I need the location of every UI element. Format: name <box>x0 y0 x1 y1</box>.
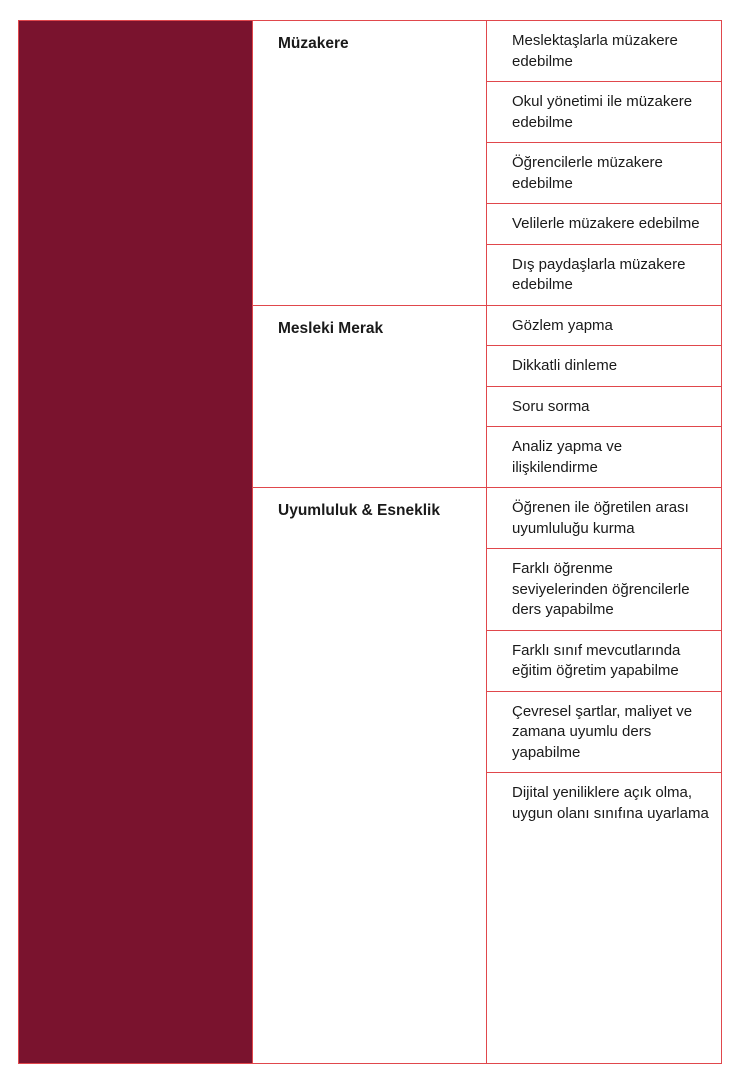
skill-item: Analiz yapma ve ilişkilendirme <box>512 438 623 476</box>
skill-item: Gözlem yapma <box>487 306 721 347</box>
skill-item: Okul yönetimi ile müzakere edebilme <box>487 82 721 143</box>
skill-item: Öğrencilerle müzakere edebilme <box>487 143 721 204</box>
skill-item: Farklı öğrenme seviyelerinden öğrencilerle ders yapabilme <box>487 549 721 631</box>
competency-group-uyumluluk <box>253 488 721 1063</box>
skill-item: Dış paydaşlarla müzakere edebilme <box>512 255 686 293</box>
skill-item: Dijital yeniliklere açık olma, uygun olanı sınıfına uyarlama <box>512 784 709 822</box>
category-label: Müzakere <box>253 21 487 305</box>
competency-group-mesleki-merak <box>253 306 721 489</box>
skill-list <box>487 488 721 1063</box>
skill-item: Çevresel şartlar, maliyet ve zamana uyumlu ders yapabilme <box>487 692 721 774</box>
skill-item: Velilerle müzakere edebilme <box>487 204 721 245</box>
maroon-side-panel <box>19 21 253 1063</box>
skill-list <box>487 306 721 488</box>
competency-groups <box>253 21 721 1063</box>
skill-item: Meslektaşlarla müzakere edebilme <box>487 21 721 82</box>
skill-list <box>487 21 721 305</box>
category-label: Uyumluluk & Esneklik <box>253 488 487 1063</box>
competency-group-muzakere <box>253 21 721 306</box>
category-label: Mesleki Merak <box>253 306 487 488</box>
competency-table <box>18 20 722 1064</box>
skill-item: Öğrenen ile öğretilen arası uyumluluğu kurma <box>487 488 721 549</box>
skill-item: Dikkatli dinleme <box>487 346 721 387</box>
skill-item: Farklı sınıf mevcutlarında eğitim öğretim yapabilme <box>487 631 721 692</box>
skill-item: Soru sorma <box>487 387 721 428</box>
